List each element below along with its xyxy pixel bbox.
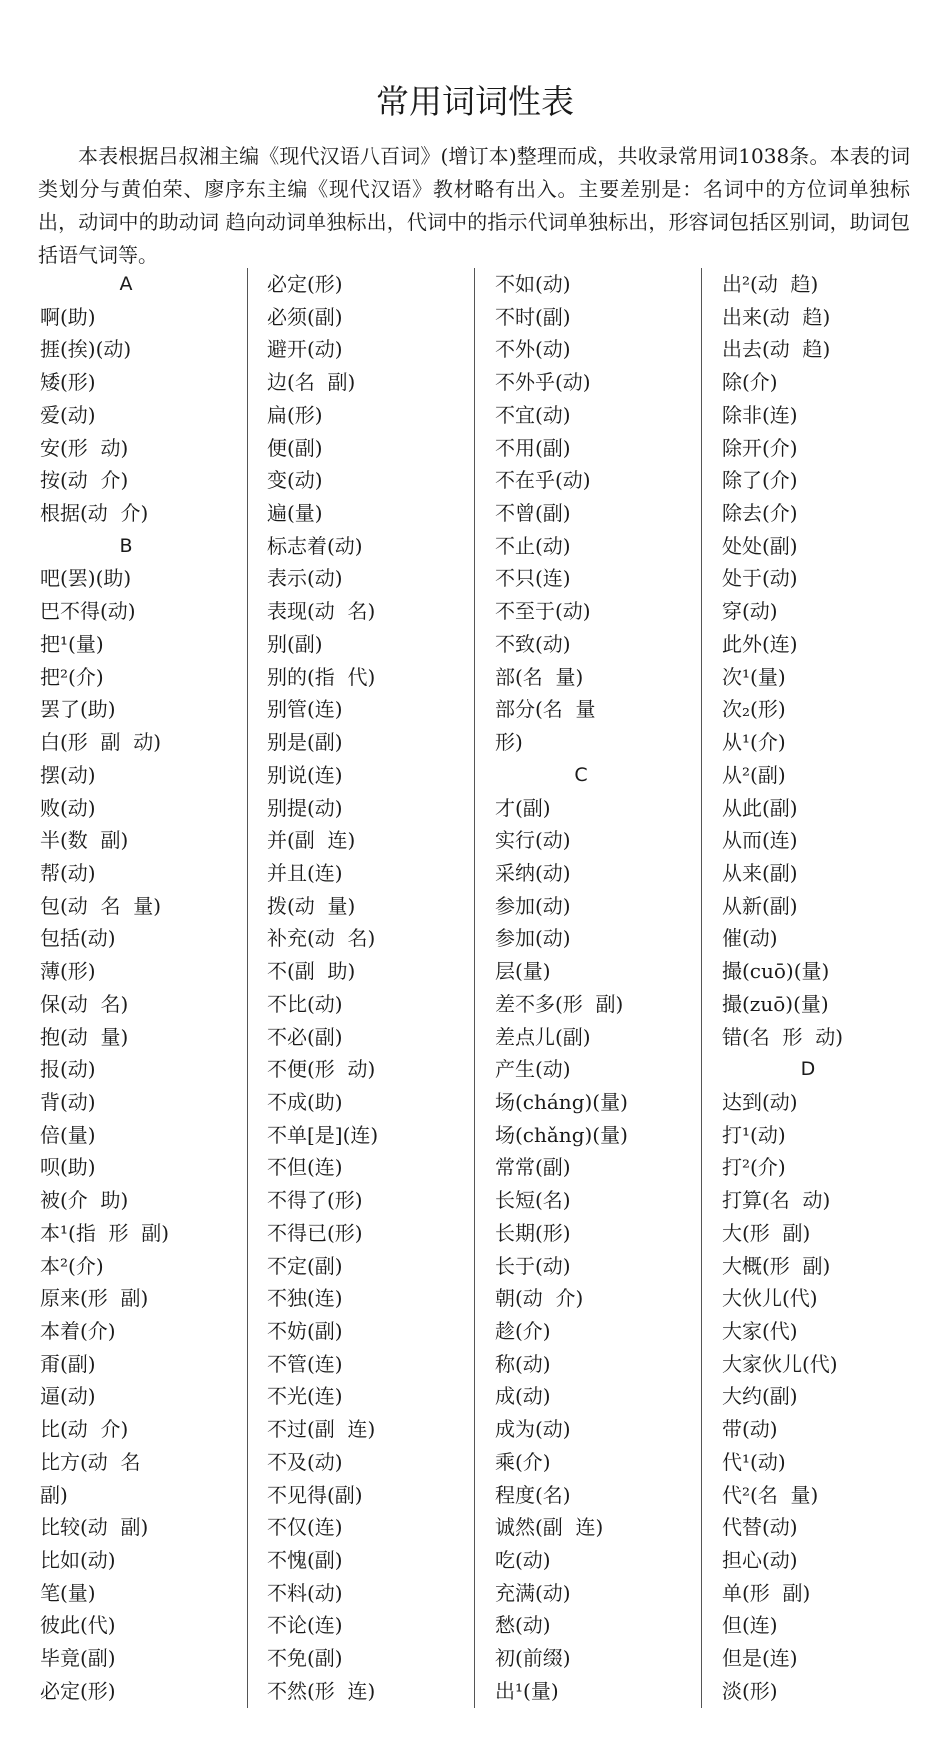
word-entry: 除开(介) — [722, 435, 798, 460]
word-entry: 捱(挨)(动) — [40, 337, 132, 362]
word-entry: 必定(形) — [40, 1678, 116, 1703]
word-entry: 啊(助) — [40, 304, 96, 329]
word-entry: 不但(连) — [267, 1155, 343, 1180]
word-entry: 并(副 连) — [267, 828, 356, 853]
word-entry: 不用(副) — [495, 435, 571, 460]
word-entry: 大家(代) — [722, 1319, 798, 1343]
word-entry: 部分(名 量 — [495, 697, 596, 722]
word-entry: 被(介 助) — [40, 1188, 129, 1213]
word-entry: 大概(形 副) — [722, 1253, 831, 1278]
word-entry: 比(动 介) — [40, 1417, 129, 1442]
word-column-3 — [495, 268, 715, 1708]
word-entry: 不比(动) — [267, 991, 343, 1016]
word-entry: 不至于(动) — [495, 599, 591, 624]
word-entry: 大约(副) — [722, 1384, 798, 1409]
word-entry: 边(名 副) — [267, 370, 356, 395]
word-entry: 不妨(副) — [267, 1319, 343, 1343]
word-entry: 巴不得(动) — [40, 599, 136, 624]
word-entry: 不曾(副) — [495, 501, 571, 526]
word-entry: 别(副) — [267, 631, 323, 656]
word-entry: 出来(动 趋) — [722, 304, 831, 329]
word-entry: 但(连) — [722, 1613, 778, 1638]
word-entry: 摆(动) — [40, 762, 96, 787]
word-entry: 安(形 动) — [40, 435, 129, 460]
word-entry: 不得了(形) — [267, 1188, 363, 1213]
word-entry: 从此(副) — [722, 795, 798, 820]
word-entry: 笔(量) — [40, 1580, 96, 1605]
word-entry: 薄(形) — [40, 959, 96, 984]
word-entry: 场(cháng)(量) — [495, 1089, 628, 1114]
word-entry: 倍(量) — [40, 1122, 96, 1147]
word-entry: 背(动) — [40, 1089, 96, 1114]
word-entry: 便(副) — [267, 435, 323, 460]
word-table — [0, 268, 950, 1708]
word-entry: 本着(介) — [40, 1319, 116, 1343]
word-entry: 不独(连) — [267, 1286, 343, 1311]
word-entry: 并且(连) — [267, 860, 343, 885]
word-entry: 不得已(形) — [267, 1220, 363, 1245]
word-entry: 次₂(形) — [722, 697, 786, 722]
word-entry: 称(动) — [495, 1351, 551, 1376]
word-entry: 代¹(动) — [722, 1449, 786, 1474]
word-entry: 不料(动) — [267, 1580, 343, 1605]
word-entry: 补充(动 名) — [267, 926, 376, 951]
word-entry: 败(动) — [40, 795, 96, 820]
word-entry: 充满(动) — [495, 1580, 571, 1605]
word-entry: 保(动 名) — [40, 991, 129, 1016]
word-entry: 变(动) — [267, 468, 323, 493]
word-entry: 爱(动) — [40, 402, 96, 427]
word-entry: 参加(动) — [495, 926, 571, 951]
word-entry: 成为(动) — [495, 1417, 571, 1442]
word-entry: 吃(动) — [495, 1548, 551, 1573]
word-entry: 错(名 形 动) — [722, 1024, 844, 1049]
word-entry: 原来(形 副) — [40, 1286, 149, 1311]
word-entry: 避开(动) — [267, 337, 343, 362]
word-entry: 呗(助) — [40, 1155, 96, 1180]
word-entry: 处处(副) — [722, 533, 798, 558]
word-entry: 次¹(量) — [722, 664, 786, 689]
word-entry: 初(前缀) — [495, 1646, 571, 1671]
word-entry: 场(chǎng)(量) — [495, 1122, 628, 1147]
word-entry: 淡(形) — [722, 1678, 778, 1703]
word-entry: 甭(副) — [40, 1351, 96, 1376]
word-entry: 除(介) — [722, 370, 778, 395]
word-entry: 吧(罢)(助) — [40, 566, 132, 591]
word-entry: 表现(动 名) — [267, 599, 376, 624]
word-entry: 从而(连) — [722, 828, 798, 853]
word-entry: 别管(连) — [267, 697, 343, 722]
word-entry: 不定(副) — [267, 1253, 343, 1278]
word-entry: 不外(动) — [495, 337, 571, 362]
word-entry: 不在乎(动) — [495, 468, 591, 493]
word-entry: 半(数 副) — [40, 828, 129, 853]
word-entry: 不论(连) — [267, 1613, 343, 1638]
word-entry: 从²(副) — [722, 762, 786, 787]
word-entry: 矮(形) — [40, 370, 96, 395]
word-entry: 罢了(助) — [40, 697, 116, 722]
word-entry: 不仅(连) — [267, 1515, 343, 1540]
section-letter-heading: A — [119, 273, 133, 295]
word-entry: 代替(动) — [722, 1515, 798, 1540]
word-entry: 不时(副) — [495, 304, 571, 329]
word-entry: 帮(动) — [40, 860, 96, 885]
word-entry: 不便(形 动) — [267, 1057, 376, 1082]
intro-paragraph — [38, 140, 910, 272]
word-entry: 除去(介) — [722, 501, 798, 526]
word-entry: 按(动 介) — [40, 468, 129, 493]
word-entry: 不然(形 连) — [267, 1678, 376, 1703]
word-entry: 别是(副) — [267, 730, 343, 755]
word-entry: 长期(形) — [495, 1220, 571, 1245]
word-entry: 必定(形) — [267, 272, 343, 296]
word-entry: 从新(副) — [722, 893, 798, 918]
section-letter-heading: C — [574, 763, 588, 786]
word-entry: 不外乎(动) — [495, 370, 591, 395]
word-entry: 不光(连) — [267, 1384, 343, 1409]
word-entry: 不成(助) — [267, 1089, 343, 1114]
word-entry: 处于(动) — [722, 566, 798, 591]
word-entry: 大伙儿(代) — [722, 1286, 818, 1311]
word-entry: 朝(动 介) — [495, 1286, 584, 1311]
word-entry: 除非(连) — [722, 402, 798, 427]
word-entry: 穿(动) — [722, 599, 778, 624]
word-entry: 从¹(介) — [722, 730, 786, 755]
word-entry: 把²(介) — [40, 664, 104, 689]
word-entry: 撮(cuō)(量) — [722, 959, 830, 984]
word-entry: 打¹(动) — [722, 1122, 786, 1147]
word-column-2 — [267, 268, 487, 1708]
word-entry: 不管(连) — [267, 1351, 343, 1376]
word-entry: 别说(连) — [267, 762, 343, 787]
word-entry: 比如(动) — [40, 1548, 116, 1573]
section-letter-heading: B — [119, 534, 133, 557]
word-entry: 参加(动) — [495, 893, 571, 918]
word-entry: 差点儿(副) — [495, 1024, 591, 1049]
word-entry: 不免(副) — [267, 1646, 343, 1671]
word-column-4 — [722, 268, 942, 1708]
word-entry: 把¹(量) — [40, 631, 104, 656]
word-entry: 拨(动 量) — [267, 893, 356, 918]
word-entry: 抱(动 量) — [40, 1024, 129, 1049]
word-entry: 打算(名 动) — [722, 1188, 831, 1213]
word-entry: 常常(副) — [495, 1155, 571, 1180]
word-entry: 不见得(副) — [267, 1482, 363, 1507]
word-entry: 白(形 副 动) — [40, 730, 162, 755]
word-entry: 彼此(代) — [40, 1613, 116, 1638]
word-entry: 包括(动) — [40, 926, 116, 951]
word-entry: 除了(介) — [722, 468, 798, 493]
word-entry: 出¹(量) — [495, 1678, 559, 1703]
word-entry: 担心(动) — [722, 1548, 798, 1573]
word-entry: 诚然(副 连) — [495, 1515, 604, 1540]
word-entry: 别的(指 代) — [267, 664, 376, 689]
word-entry: 不及(动) — [267, 1449, 343, 1474]
word-entry: 表示(动) — [267, 566, 343, 591]
word-entry: 打²(介) — [722, 1155, 786, 1180]
word-entry: 逼(动) — [40, 1384, 96, 1409]
word-entry: 毕竟(副) — [40, 1646, 116, 1671]
word-entry: 报(动) — [40, 1057, 96, 1082]
word-entry: 不宜(动) — [495, 402, 571, 427]
word-entry: 撮(zuō)(量) — [722, 991, 829, 1016]
word-entry: 形) — [495, 730, 523, 755]
word-entry: 差不多(形 副) — [495, 991, 624, 1016]
word-entry: 不致(动) — [495, 631, 571, 656]
word-entry: 标志着(动) — [267, 533, 363, 558]
word-entry: 大家伙儿(代) — [722, 1351, 838, 1376]
word-entry: 根据(动 介) — [40, 501, 149, 526]
word-entry: 单(形 副) — [722, 1580, 811, 1605]
word-entry: 从来(副) — [722, 860, 798, 885]
word-entry: 不(副 助) — [267, 959, 356, 984]
word-entry: 出去(动 趋) — [722, 337, 831, 362]
section-letter-heading: D — [800, 1058, 816, 1081]
word-column-1 — [40, 268, 260, 1708]
word-entry: 比较(动 副) — [40, 1515, 149, 1540]
word-entry: 不单[是](连) — [267, 1122, 379, 1147]
word-entry: 遍(量) — [267, 501, 323, 526]
word-entry: 成(动) — [495, 1384, 551, 1409]
word-entry: 采纳(动) — [495, 860, 571, 885]
word-entry: 但是(连) — [722, 1646, 798, 1671]
word-entry: 本²(介) — [40, 1253, 104, 1278]
word-entry: 此外(连) — [722, 631, 798, 656]
word-entry: 必须(副) — [267, 304, 343, 329]
word-entry: 比方(动 名 — [40, 1449, 141, 1474]
word-entry: 副) — [40, 1482, 68, 1507]
word-entry: 不愧(副) — [267, 1548, 343, 1573]
page-title: 常用词词性表 — [376, 82, 574, 121]
word-entry: 达到(动) — [722, 1089, 798, 1114]
word-entry: 层(量) — [495, 959, 551, 984]
intro-text: 本表根据吕叔湘主编《现代汉语八百词》(增订本)整理而成，共收录常用词1038条。本表的词类划分与黄伯荣、廖序东主编《现代汉语》教材略有出入。主要差别是：名词中的方位词单独标出，动词中的助动词 趋向动词单独标出，代词中的指示代词单独标出，形容词包括区别词，助词包括语气词等。 — [38, 144, 910, 267]
word-entry: 趁(介) — [495, 1319, 551, 1343]
word-entry: 长短(名) — [495, 1188, 571, 1213]
word-entry: 部(名 量) — [495, 664, 584, 689]
word-entry: 才(副) — [495, 795, 551, 820]
word-entry: 带(动) — [722, 1417, 778, 1442]
word-entry: 本¹(指 形 副) — [40, 1220, 170, 1245]
word-entry: 程度(名) — [495, 1482, 571, 1507]
word-entry: 不止(动) — [495, 533, 571, 558]
word-entry: 别提(动) — [267, 795, 343, 820]
word-entry: 长于(动) — [495, 1253, 571, 1278]
word-entry: 大(形 副) — [722, 1220, 811, 1245]
word-entry: 扁(形) — [267, 402, 323, 427]
word-entry: 催(动) — [722, 926, 778, 951]
word-entry: 出²(动 趋) — [722, 272, 819, 296]
word-entry: 不如(动) — [495, 272, 571, 296]
word-entry: 乘(介) — [495, 1449, 551, 1474]
word-entry: 产生(动) — [495, 1057, 571, 1082]
word-entry: 实行(动) — [495, 828, 571, 853]
word-entry: 愁(动) — [495, 1613, 551, 1638]
word-entry: 代²(名 量) — [722, 1482, 819, 1507]
word-entry: 不只(连) — [495, 566, 571, 591]
word-entry: 不必(副) — [267, 1024, 343, 1049]
word-entry: 包(动 名 量) — [40, 893, 162, 918]
word-entry: 不过(副 连) — [267, 1417, 376, 1442]
